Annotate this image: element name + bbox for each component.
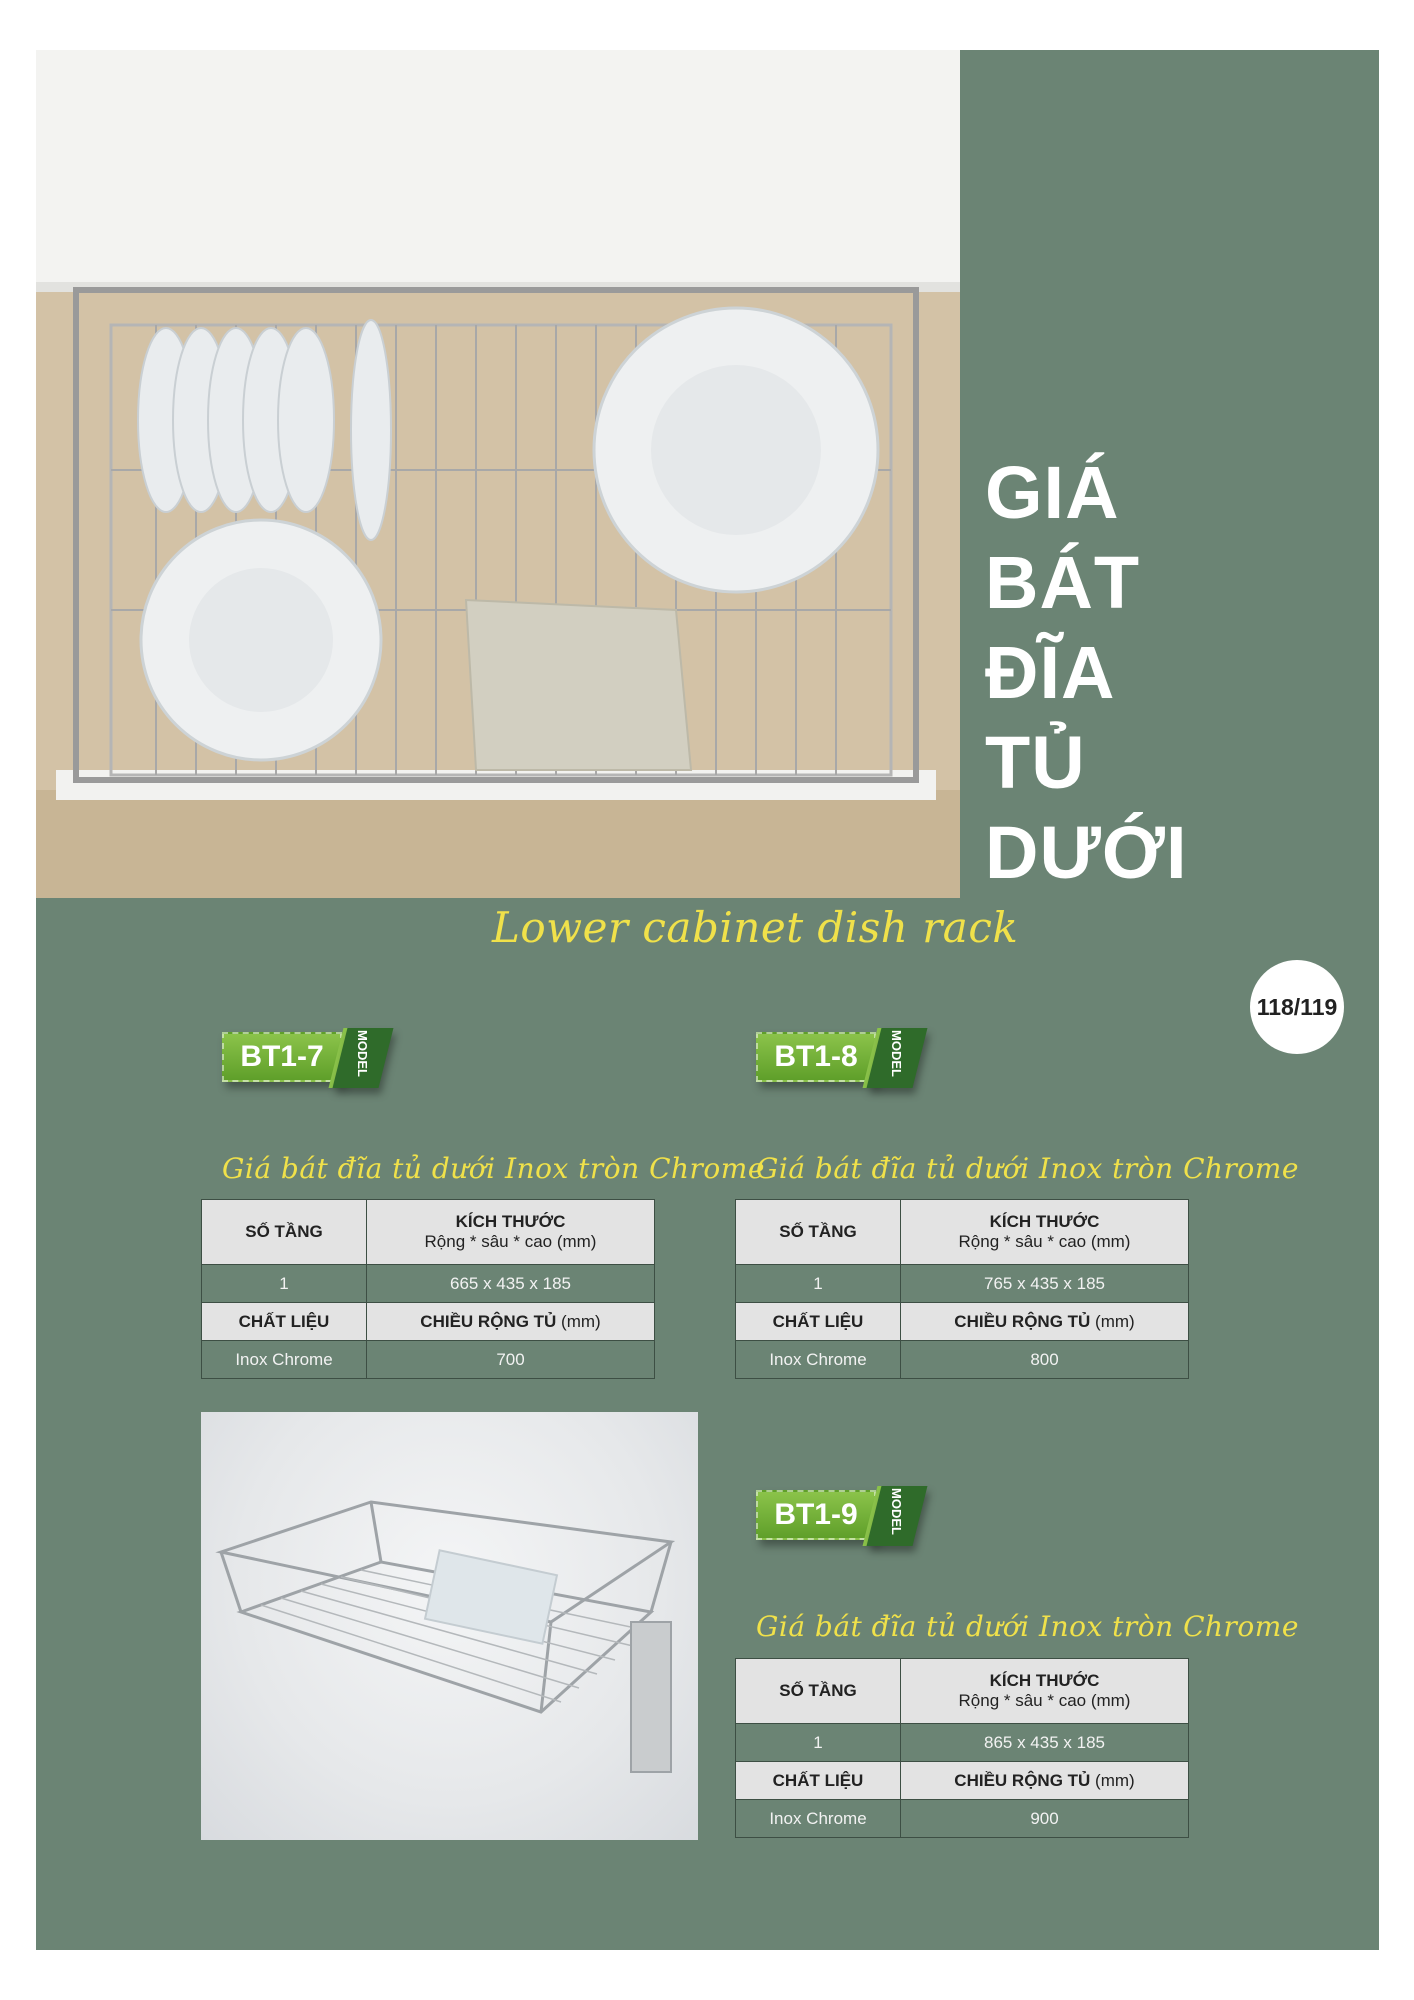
model-code: BT1-7 xyxy=(222,1032,342,1082)
size-value: 765 x 435 x 185 xyxy=(901,1265,1189,1303)
header-size-sub: Rộng * sâu * cao (mm) xyxy=(958,1232,1131,1251)
material-value: Inox Chrome xyxy=(736,1341,901,1379)
header-size: KÍCH THƯỚC xyxy=(989,1671,1100,1690)
hero-photo xyxy=(36,50,960,898)
page-title xyxy=(985,448,1305,898)
header-size-cell xyxy=(901,1200,1189,1265)
header-cabinet: CHIỀU RỘNG TỦ xyxy=(954,1770,1091,1790)
model-badge-bt1-8 xyxy=(756,1028,942,1094)
product-description: Giá bát đĩa tủ dưới Inox tròn Chrome xyxy=(756,1152,1299,1185)
model-badge-bt1-9 xyxy=(756,1486,942,1552)
product-description: Giá bát đĩa tủ dưới Inox tròn Chrome xyxy=(222,1152,765,1185)
header-tiers: SỐ TẦNG xyxy=(202,1200,367,1265)
cabinet-width-value: 900 xyxy=(901,1800,1189,1838)
spec-table-bt1-7 xyxy=(201,1199,655,1379)
model-tab-label: MODEL xyxy=(889,1488,905,1535)
size-value: 865 x 435 x 185 xyxy=(901,1724,1189,1762)
header-cabinet-unit: (mm) xyxy=(561,1311,601,1331)
header-cabinet: CHIỀU RỘNG TỦ xyxy=(420,1311,557,1331)
title-line: BÁT xyxy=(985,541,1141,624)
header-material: CHẤT LIỆU xyxy=(736,1303,901,1341)
tiers-value: 1 xyxy=(736,1265,901,1303)
header-size: KÍCH THƯỚC xyxy=(989,1212,1100,1231)
spec-table-bt1-8 xyxy=(735,1199,1189,1379)
model-code: BT1-9 xyxy=(756,1490,876,1540)
model-tab-label: MODEL xyxy=(889,1030,905,1077)
material-value: Inox Chrome xyxy=(736,1800,901,1838)
dish-rack-illustration xyxy=(36,50,960,898)
header-material: CHẤT LIỆU xyxy=(202,1303,367,1341)
header-tiers: SỐ TẦNG xyxy=(736,1659,901,1724)
header-size-cell xyxy=(901,1659,1189,1724)
header-cabinet-unit: (mm) xyxy=(1095,1311,1135,1331)
title-line: GIÁ xyxy=(985,451,1120,534)
cabinet-width-value: 700 xyxy=(367,1341,655,1379)
wire-basket-illustration xyxy=(201,1412,698,1840)
product-description: Giá bát đĩa tủ dưới Inox tròn Chrome xyxy=(756,1610,1299,1643)
header-size: KÍCH THƯỚC xyxy=(455,1212,566,1231)
title-line: DƯỚI xyxy=(985,811,1188,894)
tiers-value: 1 xyxy=(202,1265,367,1303)
title-line: ĐĨA xyxy=(985,631,1116,714)
page-subtitle: Lower cabinet dish rack xyxy=(492,903,1019,952)
header-cabinet-cell xyxy=(901,1762,1189,1800)
model-tab-label: MODEL xyxy=(355,1030,371,1077)
spec-table-bt1-9 xyxy=(735,1658,1189,1838)
header-cabinet-cell xyxy=(901,1303,1189,1341)
material-value: Inox Chrome xyxy=(202,1341,367,1379)
header-tiers: SỐ TẦNG xyxy=(736,1200,901,1265)
header-cabinet: CHIỀU RỘNG TỦ xyxy=(954,1311,1091,1331)
model-code: BT1-8 xyxy=(756,1032,876,1082)
title-line: TỦ xyxy=(985,721,1086,804)
header-material: CHẤT LIỆU xyxy=(736,1762,901,1800)
header-cabinet-unit: (mm) xyxy=(1095,1770,1135,1790)
tiers-value: 1 xyxy=(736,1724,901,1762)
cabinet-width-value: 800 xyxy=(901,1341,1189,1379)
header-cabinet-cell xyxy=(367,1303,655,1341)
header-size-cell xyxy=(367,1200,655,1265)
product-photo xyxy=(201,1412,698,1840)
header-size-sub: Rộng * sâu * cao (mm) xyxy=(424,1232,597,1251)
page-number-badge: 118/119 xyxy=(1250,960,1344,1054)
header-size-sub: Rộng * sâu * cao (mm) xyxy=(958,1691,1131,1710)
model-badge-bt1-7 xyxy=(222,1028,408,1094)
size-value: 665 x 435 x 185 xyxy=(367,1265,655,1303)
